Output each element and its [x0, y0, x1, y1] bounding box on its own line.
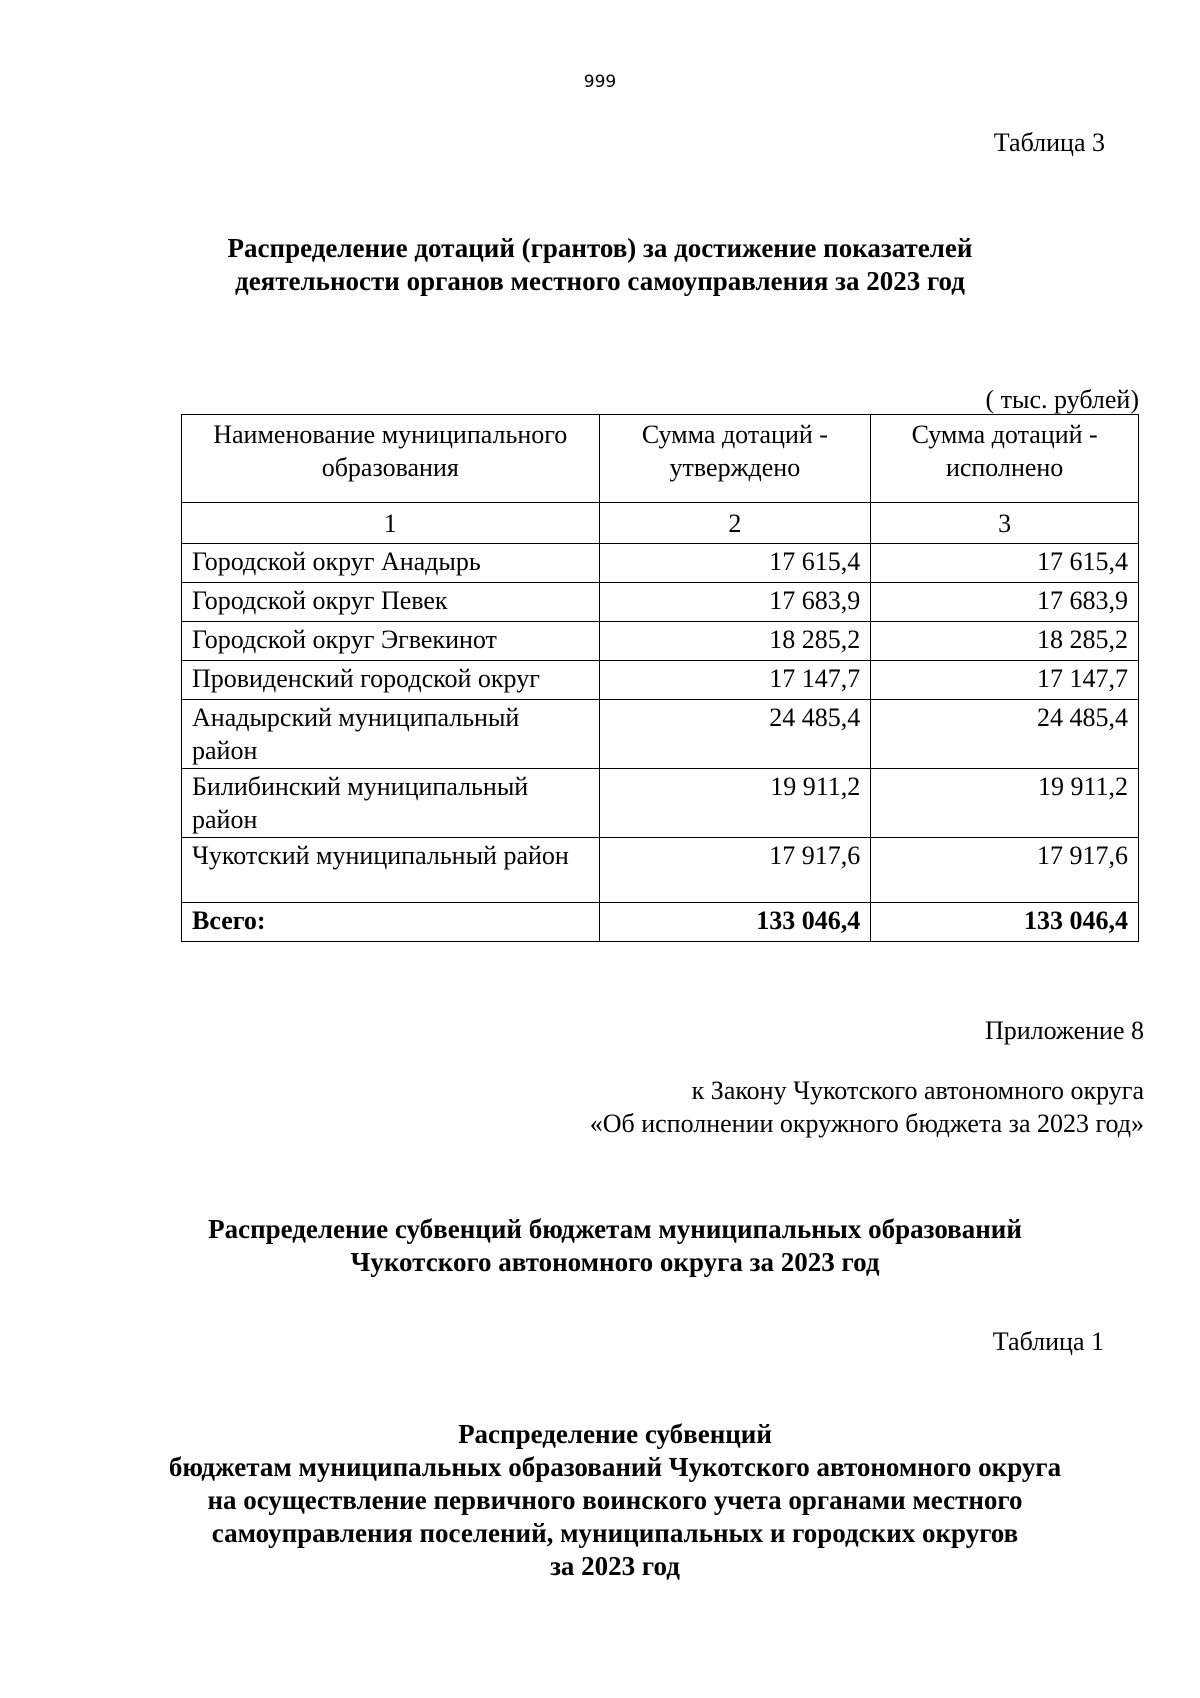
row-approved: 18 285,2 — [599, 622, 871, 661]
table-row — [182, 838, 1139, 903]
table3-title — [0, 232, 1200, 298]
row-name: Провиденский городской округ — [182, 661, 600, 700]
row-name: Городской округ Певек — [182, 583, 600, 622]
table-header-row — [182, 415, 1139, 503]
row-executed: 17 917,6 — [871, 838, 1139, 903]
row-approved: 17 683,9 — [599, 583, 871, 622]
column-number-row — [182, 503, 1139, 544]
table1-title-line4: самоуправления поселений, муниципальных и городских округов — [211, 1518, 1019, 1548]
row-executed: 17 147,7 — [871, 661, 1139, 700]
row-approved: 17 147,7 — [599, 661, 871, 700]
header-executed: Сумма дотаций - исполнено — [871, 415, 1139, 503]
row-executed: 18 285,2 — [871, 622, 1139, 661]
units-note: ( тыс. рублей) — [985, 385, 1139, 414]
appendix-title-line1: Распределение субвенций бюджетам муниципальных образований — [208, 1214, 1022, 1244]
total-row — [182, 903, 1139, 942]
table1-title-line3: на осуществление первичного воинского учета органами местного — [207, 1485, 1023, 1515]
table1-title-line1: Распределение субвенций — [458, 1419, 772, 1449]
table3 — [181, 414, 1139, 942]
page-number: 999 — [583, 72, 617, 92]
row-approved: 17 615,4 — [599, 544, 871, 583]
row-name: Билибинский муниципальный район — [182, 769, 600, 838]
row-name: Городской округ Анадырь — [182, 544, 600, 583]
row-approved: 17 917,6 — [599, 838, 871, 903]
row-name: Чукотский муниципальный район — [182, 838, 600, 903]
row-name: Анадырский муниципальный район — [182, 700, 600, 769]
total-approved: 133 046,4 — [599, 903, 871, 942]
table-row — [182, 583, 1139, 622]
total-executed: 133 046,4 — [871, 903, 1139, 942]
table-row — [182, 700, 1139, 769]
table3-title-line2: деятельности органов местного самоуправления за 2023 год — [235, 266, 965, 296]
appendix-reference-line2: «Об исполнении окружного бюджета за 2023 год» — [589, 1109, 1144, 1138]
column-number: 2 — [599, 503, 871, 544]
table3-label: Таблица 3 — [993, 128, 1105, 157]
row-approved: 19 911,2 — [599, 769, 871, 838]
appendix-reference — [590, 1074, 1144, 1140]
table1-title — [0, 1418, 1200, 1583]
row-approved: 24 485,4 — [599, 700, 871, 769]
column-number: 1 — [182, 503, 600, 544]
appendix-title — [0, 1213, 1200, 1279]
row-name: Городской округ Эгвекинот — [182, 622, 600, 661]
table3-title-line1: Распределение дотаций (грантов) за достижение показателей — [227, 233, 973, 263]
total-label: Всего: — [182, 903, 600, 942]
table-row — [182, 622, 1139, 661]
table1-title-line2: бюджетам муниципальных образований Чукотского автономного округа — [168, 1452, 1062, 1482]
header-approved: Сумма дотаций - утверждено — [599, 415, 871, 503]
table-row — [182, 544, 1139, 583]
table1-title-line5: за 2023 год — [550, 1551, 680, 1581]
appendix-title-line2: Чукотского автономного округа за 2023 год — [350, 1247, 880, 1277]
row-executed: 17 615,4 — [871, 544, 1139, 583]
table-row — [182, 769, 1139, 838]
appendix-reference-line1: к Закону Чукотского автономного округа — [691, 1076, 1144, 1105]
row-executed: 19 911,2 — [871, 769, 1139, 838]
row-executed: 24 485,4 — [871, 700, 1139, 769]
appendix-label: Приложение 8 — [984, 1016, 1144, 1045]
column-number: 3 — [871, 503, 1139, 544]
table-row — [182, 661, 1139, 700]
header-municipality: Наименование муниципального образования — [182, 415, 600, 503]
table1-label: Таблица 1 — [992, 1327, 1104, 1356]
row-executed: 17 683,9 — [871, 583, 1139, 622]
